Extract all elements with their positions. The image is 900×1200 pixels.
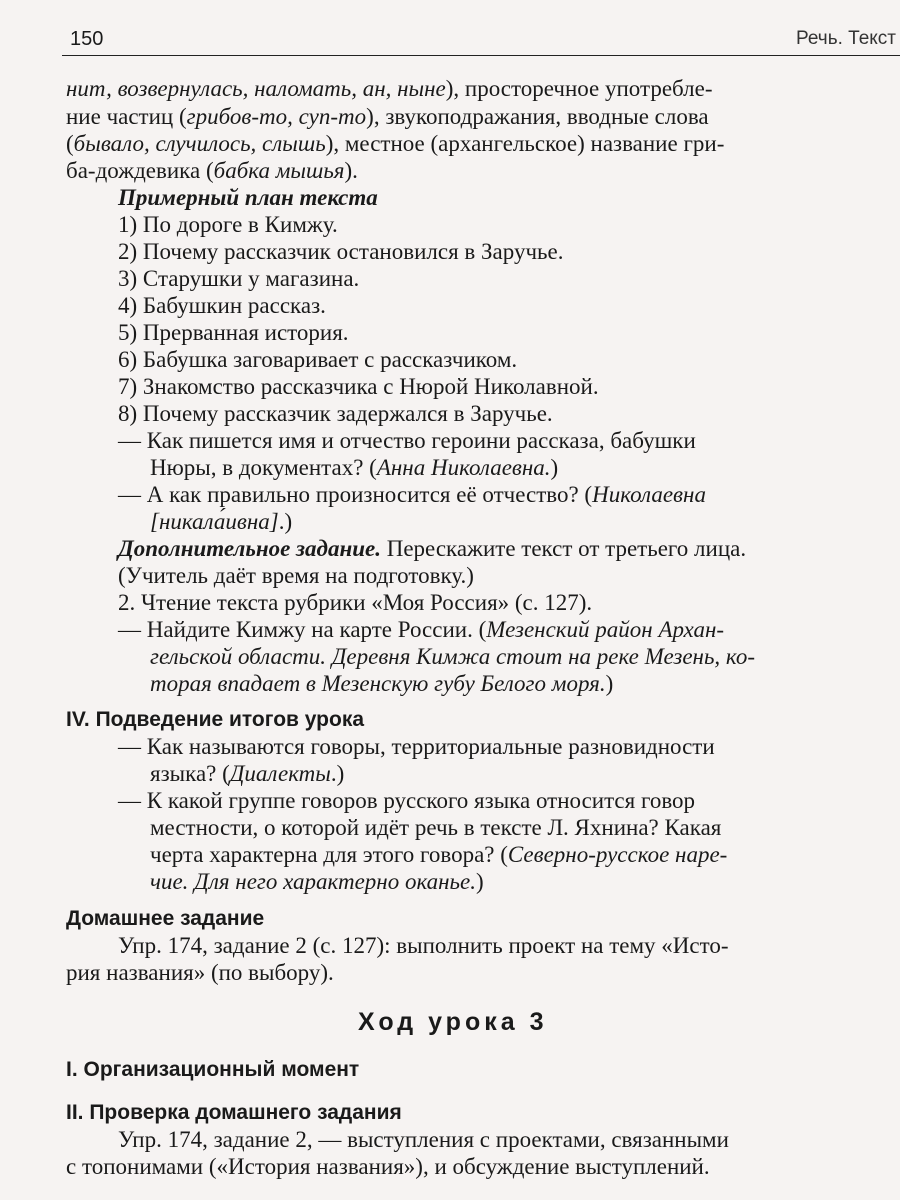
page-edge-shadow xyxy=(872,60,900,1160)
plan-item xyxy=(118,238,563,266)
text-run: — Найдите Кимжу на карте России. ( xyxy=(118,617,487,642)
text-run: Мезенский район Архан- xyxy=(486,617,725,642)
text-run: языка? ( xyxy=(150,761,230,786)
text-line xyxy=(66,1153,710,1181)
question-line xyxy=(118,733,715,761)
plan-item xyxy=(118,400,553,428)
text-run: бабка мышья xyxy=(213,158,345,183)
text-run: с топонимами («История названия»), и обсуждение выступлений. xyxy=(66,1154,710,1179)
text-run: Нюры, в документах? ( xyxy=(150,455,377,480)
text-run: — А как правильно произносится её отчество? ( xyxy=(118,482,593,507)
text-run: .) xyxy=(278,509,293,534)
text-run: Дополнительное задание. xyxy=(118,536,381,561)
question-line xyxy=(118,481,706,509)
text-run: ), местное (архангельское) название гри- xyxy=(325,131,725,156)
text-run: IV. Подведение итогов урока xyxy=(66,708,365,731)
page-header xyxy=(62,28,900,56)
text-run: 3) Старушки у магазина. xyxy=(118,266,360,291)
text-run: .) xyxy=(330,761,345,786)
text-run: ) xyxy=(476,869,484,894)
text-line xyxy=(66,103,709,131)
text-run: [никала́ивна] xyxy=(150,509,279,534)
text-line xyxy=(66,130,724,158)
plan-item xyxy=(118,265,359,293)
text-run: рия названия» (по выбору). xyxy=(66,960,334,985)
question-line xyxy=(118,616,724,644)
text-line xyxy=(66,75,713,103)
text-run: ) xyxy=(605,671,614,696)
question-line xyxy=(118,427,696,455)
question-line xyxy=(118,787,695,815)
question-line xyxy=(150,508,292,536)
text-line xyxy=(66,157,358,185)
question-line xyxy=(150,760,344,788)
text-run: ), звукоподражания, вводные слова xyxy=(366,104,709,129)
text-run: (Учитель даёт время на подготовку.) xyxy=(118,563,474,588)
text-run: — К какой группе говоров русского языка относится говор xyxy=(118,788,696,813)
homework-line xyxy=(66,959,334,987)
text-run: I. Организационный момент xyxy=(66,1058,360,1081)
text-run: черта характерна для этого говора? ( xyxy=(150,842,508,867)
text-run: 6) Бабушка заговаривает с рассказчиком. xyxy=(118,347,518,372)
text-run: 1) По дороге в Кимжу. xyxy=(118,212,338,237)
question-line xyxy=(150,454,558,482)
homework-line xyxy=(118,932,729,960)
text-run: — Как называются говоры, территориальные разновидности xyxy=(118,734,715,759)
text-run: гельской области. Деревня Кимжа стоит на реке Мезень, ко- xyxy=(150,644,755,669)
text-run: 5) Прерванная история. xyxy=(118,320,349,345)
text-run: Упр. 174, задание 2 (с. 127): выполнить проект на тему «Исто- xyxy=(118,933,729,958)
section-heading xyxy=(66,705,364,734)
text-run: Домашнее задание xyxy=(66,907,265,930)
text-run: ба-дождевика ( xyxy=(66,158,214,183)
text-run: II. Проверка домашнего задания xyxy=(66,1101,402,1124)
extra-task xyxy=(118,562,474,590)
text-line xyxy=(118,1126,729,1154)
plan-title xyxy=(118,184,378,212)
text-run: бывало, случилось, слышь xyxy=(73,131,326,156)
text-run: 2. Чтение текста рубрики «Моя Россия» (с. 127). xyxy=(118,590,593,615)
question-line xyxy=(150,841,727,869)
text-run: Николаевна xyxy=(592,482,706,507)
section-heading xyxy=(66,1098,402,1127)
plan-item xyxy=(118,346,517,374)
text-run: 4) Бабушкин рассказ. xyxy=(118,293,326,318)
text-run: 7) Знакомство рассказчика с Нюрой Николавной. xyxy=(118,374,599,399)
text-run: нит, возвернулась, наломать, ан, ныне xyxy=(66,76,446,101)
text-run: Анна Николаевна. xyxy=(376,455,551,480)
text-run: грибов-то, суп-то xyxy=(186,104,367,129)
text-run: Северно-русское наре- xyxy=(507,842,728,867)
text-run: Упр. 174, задание 2, — выступления с проектами, связанными xyxy=(118,1127,729,1152)
text-line xyxy=(118,589,592,617)
text-run: Ход урока 3 xyxy=(358,1008,548,1036)
answer-line xyxy=(150,670,613,698)
plan-item xyxy=(118,319,349,347)
text-run: ние частиц ( xyxy=(66,104,187,129)
text-run: местности, о которой идёт речь в тексте Л. Яхнина? Какая xyxy=(150,815,722,840)
text-run: — Как пишется имя и отчество героини рассказа, бабушки xyxy=(118,428,696,453)
text-run: ), просторечное употребле- xyxy=(445,76,713,101)
header-rule xyxy=(62,55,900,56)
text-run: 8) Почему рассказчик задержался в Заручье. xyxy=(118,401,553,426)
answer-line xyxy=(150,643,755,671)
plan-item xyxy=(118,373,599,401)
text-run: торая впадает в Мезенскую губу Белого моря. xyxy=(150,671,606,696)
text-run: Диалекты xyxy=(229,761,331,786)
section-heading xyxy=(66,1055,359,1084)
lesson-title xyxy=(358,1008,547,1037)
plan-item xyxy=(118,292,326,320)
text-run: ( xyxy=(66,131,74,156)
question-line xyxy=(150,814,721,842)
text-run: ) xyxy=(550,455,559,480)
running-head: Речь. Текст xyxy=(796,28,896,49)
page-number: 150 xyxy=(70,28,104,50)
homework-heading xyxy=(66,904,264,933)
text-run: Примерный план текста xyxy=(118,185,378,210)
text-run: 2) Почему рассказчик остановился в Заручье. xyxy=(118,239,564,264)
extra-task xyxy=(118,535,746,563)
answer-line xyxy=(150,868,484,896)
text-run: Перескажите текст от третьего лица. xyxy=(380,536,747,561)
text-run: чие. Для него характерно оканье. xyxy=(150,869,476,894)
plan-item xyxy=(118,211,338,239)
text-run: ). xyxy=(344,158,358,183)
